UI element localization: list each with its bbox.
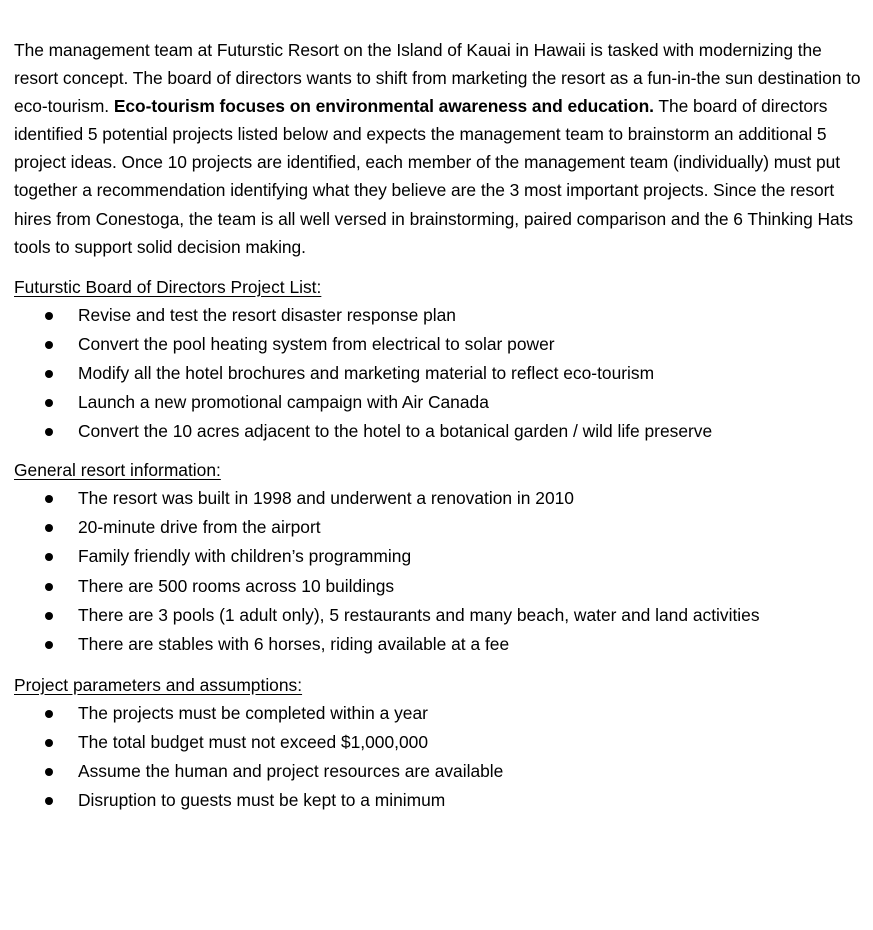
bullet-icon <box>45 739 53 747</box>
list-item-text: Launch a new promotional campaign with Air Canada <box>78 392 489 413</box>
list-item-text: Revise and test the resort disaster response plan <box>78 304 456 325</box>
list-item <box>14 513 864 542</box>
list-item-text: Family friendly with children’s programming <box>78 546 412 567</box>
list-item-text: The resort was built in 1998 and underwent a renovation in 2010 <box>78 488 574 509</box>
list-item <box>14 601 864 630</box>
parameters-heading: Project parameters and assumptions: <box>14 674 303 695</box>
bullet-icon <box>45 495 53 503</box>
resort-info-list <box>14 484 864 659</box>
list-item <box>14 542 864 571</box>
document-page <box>14 36 864 815</box>
list-item <box>14 417 864 446</box>
list-item <box>14 630 864 659</box>
list-item <box>14 484 864 513</box>
bullet-icon <box>45 370 53 378</box>
bullet-icon <box>45 612 53 620</box>
list-item <box>14 388 864 417</box>
list-item <box>14 330 864 359</box>
bullet-icon <box>45 710 53 718</box>
board-projects-list <box>14 301 864 446</box>
resort-info-heading: General resort information: <box>14 460 221 481</box>
bullet-icon <box>45 641 53 649</box>
list-item-text: Modify all the hotel brochures and marketing material to reflect eco-tourism <box>78 362 655 383</box>
list-item-text: The projects must be completed within a year <box>78 702 428 723</box>
intro-text-part1: The management team at Futurstic Resort on the Island of Kauai in Hawaii is tasked with modernizing the resort concept. The board of directors wants to shift from marketing the resort as a fun-in-the sun destination to eco-tourism. <box>14 40 861 117</box>
list-item <box>14 757 864 786</box>
bullet-icon <box>45 428 53 436</box>
intro-paragraph <box>14 36 864 261</box>
bullet-icon <box>45 768 53 776</box>
list-item-text: The total budget must not exceed $1,000,000 <box>78 731 428 752</box>
list-item-text: 20-minute drive from the airport <box>78 517 321 538</box>
list-item <box>14 301 864 330</box>
list-item <box>14 699 864 728</box>
intro-text-part2: The board of directors identified 5 potential projects listed below and expects the management team to brainstorm an additional 5 project ideas. Once 10 projects are identified, each member of the management team (individually) must put together a recommendation identifying what they believe are the 3 most important projects. Since the resort hires from Conestoga, the team is all well versed in brainstorming, paired comparison and the 6 Thinking Hats tools to support solid decision making. <box>14 96 854 257</box>
bullet-icon <box>45 341 53 349</box>
bullet-icon <box>45 524 53 532</box>
bullet-icon <box>45 312 53 320</box>
bullet-icon <box>45 553 53 561</box>
list-item-text: There are stables with 6 horses, riding available at a fee <box>78 633 510 654</box>
list-item-text: There are 500 rooms across 10 buildings <box>78 575 395 596</box>
list-item-text: Convert the 10 acres adjacent to the hotel to a botanical garden / wild life preserve <box>78 421 713 442</box>
list-item <box>14 359 864 388</box>
list-item <box>14 728 864 757</box>
board-projects-heading: Futurstic Board of Directors Project List: <box>14 276 322 297</box>
list-item-text: Assume the human and project resources are available <box>78 760 504 781</box>
bullet-icon <box>45 399 53 407</box>
bullet-icon <box>45 583 53 591</box>
list-item <box>14 572 864 601</box>
bullet-icon <box>45 797 53 805</box>
intro-bold-text: Eco-tourism focuses on environmental awareness and education. <box>113 96 654 117</box>
list-item-text: There are 3 pools (1 adult only), 5 restaurants and many beach, water and land activities <box>78 604 760 625</box>
list-item <box>14 786 864 815</box>
parameters-list <box>14 699 864 815</box>
list-item-text: Disruption to guests must be kept to a minimum <box>78 790 446 811</box>
list-item-text: Convert the pool heating system from electrical to solar power <box>78 333 555 354</box>
